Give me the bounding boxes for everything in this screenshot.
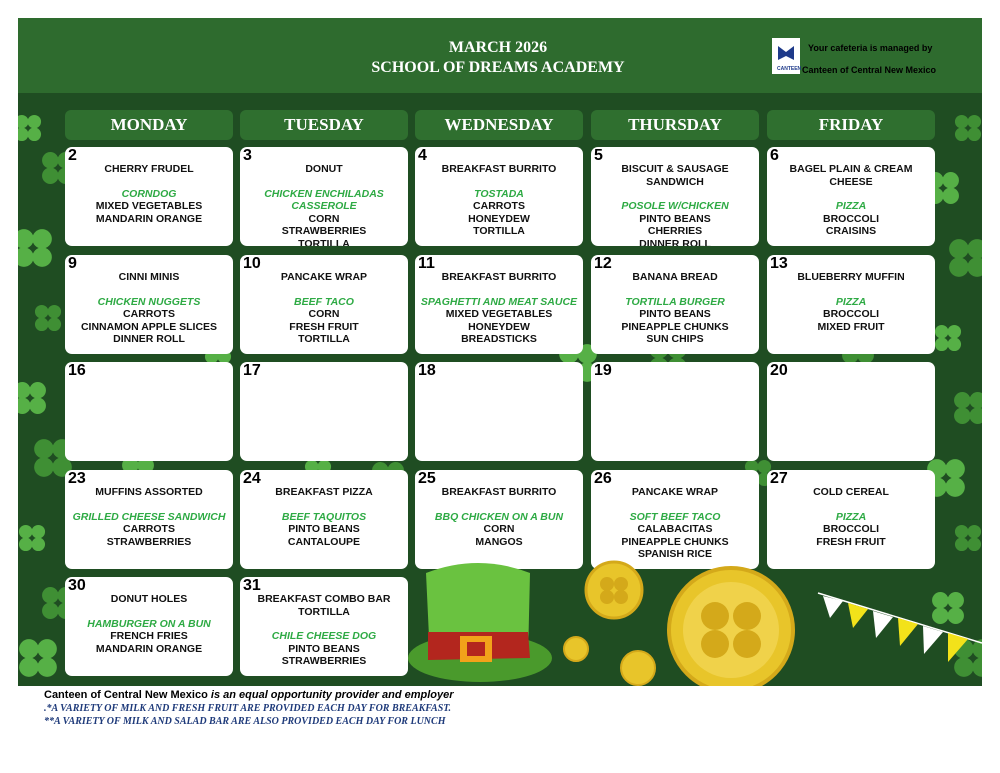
day-number: 25 (418, 470, 436, 487)
provider-statement (44, 689, 454, 701)
breakfast-item: BAGEL PLAIN & CREAM (789, 163, 913, 175)
header-bar (18, 18, 982, 93)
canteen-logo-text: CANTEEN (777, 66, 802, 72)
clover-leaf (955, 538, 969, 552)
clover-leaf (955, 115, 969, 129)
clover-leaf (945, 459, 965, 479)
clover-leaf (18, 115, 28, 129)
breakfast-item: PANCAKE WRAP (280, 271, 368, 283)
meal-divider (65, 499, 233, 511)
clover-leaf (28, 115, 42, 129)
lunch-entree: POSOLE W/CHICKEN (621, 200, 729, 213)
day-number: 26 (594, 470, 612, 487)
page-title (268, 38, 728, 78)
day-cell (65, 147, 233, 246)
lunch-side: CARROTS (473, 200, 525, 213)
lunch-side: MANDARIN ORANGE (95, 642, 203, 655)
menu-list (591, 486, 759, 561)
lunch-entree: TORTILLA BURGER (625, 295, 725, 308)
lunch-side: BREADSTICKS (461, 333, 537, 346)
provider-suffix: is an equal opportunity provider and employer (210, 689, 454, 701)
clover-leaf (954, 657, 974, 677)
breakfast-item: MUFFINS ASSORTED (95, 486, 203, 498)
clover-leaf (32, 538, 46, 552)
lunch-entree: HAMBURGER ON A BUN (87, 617, 211, 630)
meal-divider (415, 284, 583, 296)
day-number: 16 (68, 362, 86, 379)
day-number: 18 (418, 362, 436, 379)
canteen-logo-icon (772, 38, 800, 64)
meal-divider (240, 499, 408, 511)
clover-leaf (32, 229, 52, 249)
day-cell (591, 362, 759, 461)
lunch-side: CALABACITAS (637, 523, 713, 536)
lunch-side: CORN (308, 308, 340, 321)
day-cell (240, 470, 408, 569)
day-number: 5 (594, 147, 603, 164)
day-cell (65, 255, 233, 354)
lunch-side: MANGOS (475, 535, 523, 548)
clover-leaf (932, 607, 949, 624)
day-cell (65, 470, 233, 569)
day-number: 11 (418, 255, 435, 272)
breakfast-note: .*A VARIETY OF MILK AND FRESH FRUIT ARE PROVIDED EACH DAY FOR BREAKFAST. (44, 703, 451, 714)
breakfast-item: BISCUIT & SAUSAGE (621, 163, 729, 175)
menu-list (591, 163, 759, 246)
lunch-side: PINEAPPLE CHUNKS (621, 320, 729, 333)
company-name: Canteen of Central New Mexico (802, 65, 937, 75)
clover-leaf (954, 392, 971, 409)
day-cell (240, 577, 408, 676)
weekday-monday: MONDAY (65, 110, 233, 140)
meal-divider (767, 188, 935, 200)
day-number: 2 (68, 147, 77, 164)
day-cell (591, 470, 759, 569)
lunch-side: STRAWBERRIES (281, 655, 367, 668)
lunch-side: PINTO BEANS (639, 308, 711, 321)
menu-list (65, 593, 233, 655)
day-cell (65, 577, 233, 676)
meal-divider (415, 499, 583, 511)
day-cell (767, 147, 935, 246)
menu-list (591, 271, 759, 346)
breakfast-item: CINNI MINIS (118, 271, 180, 283)
clover-leaf (18, 397, 31, 414)
clover-leaf (947, 607, 964, 624)
breakfast-item: COLD CEREAL (813, 486, 889, 498)
clover-leaf (948, 338, 962, 352)
clover-leaf (955, 128, 969, 142)
clover-leaf (29, 382, 46, 399)
day-number: 31 (243, 577, 261, 594)
clover-leaf (18, 229, 34, 249)
lunch-side: BROCCOLI (823, 523, 879, 536)
clover-leaf (42, 152, 59, 169)
lunch-side: FRENCH FRIES (110, 630, 188, 643)
day-number: 23 (68, 470, 86, 487)
lunch-side: CARROTS (123, 308, 175, 321)
breakfast-item: BREAKFAST COMBO BAR (257, 593, 391, 605)
clover-leaf (32, 525, 46, 539)
breakfast-item: BREAKFAST PIZZA (275, 486, 373, 498)
lunch-side: MIXED VEGETABLES (95, 200, 203, 213)
lunch-side: BROCCOLI (823, 308, 879, 321)
breakfast-item: BREAKFAST BURRITO (441, 486, 557, 498)
clover-leaf (29, 397, 46, 414)
clover-leaf (967, 257, 982, 277)
lunch-side: CORN (483, 523, 515, 536)
clover-leaf (968, 128, 982, 142)
clover-leaf (37, 639, 57, 659)
lunch-entree: BEEF TAQUITOS (281, 510, 367, 523)
day-number: 4 (418, 147, 427, 164)
clover-leaf (969, 392, 982, 409)
menu-list (65, 486, 233, 548)
clover-leaf (34, 457, 54, 477)
meal-divider (591, 499, 759, 511)
title-month: MARCH 2026 (448, 39, 548, 56)
clover-leaf (968, 115, 982, 129)
clover-leaf (969, 407, 982, 424)
lunch-side: CARROTS (123, 523, 175, 536)
clover-leaf (34, 439, 54, 459)
day-cell (65, 362, 233, 461)
clover-leaf (945, 477, 965, 497)
weekday-wednesday: WEDNESDAY (415, 110, 583, 140)
clover-leaf (968, 538, 982, 552)
menu-list (65, 163, 233, 225)
menu-list (415, 271, 583, 346)
menu-list (240, 163, 408, 246)
clover-leaf (18, 382, 31, 399)
day-number: 6 (770, 147, 779, 164)
day-number: 19 (594, 362, 612, 379)
lunch-entree: CHILE CHEESE DOG (271, 630, 377, 643)
breakfast-item: BREAKFAST BURRITO (441, 163, 557, 175)
lunch-side: HONEYDEW (468, 212, 530, 225)
lunch-side: CRAISINS (825, 225, 877, 238)
day-cell (240, 147, 408, 246)
clover-leaf (18, 128, 28, 142)
clover-leaf (48, 318, 62, 332)
clover-leaf (19, 657, 39, 677)
clover-leaf (48, 305, 62, 319)
day-cell (415, 362, 583, 461)
weekday-friday: FRIDAY (767, 110, 935, 140)
lunch-side: CINNAMON APPLE SLICES (80, 320, 218, 333)
breakfast-item: SANDWICH (646, 175, 704, 188)
lunch-side: SPANISH RICE (638, 548, 712, 561)
meal-divider (591, 284, 759, 296)
lunch-entree: TOSTADA (474, 187, 524, 200)
breakfast-item: DONUT (305, 163, 343, 175)
lunch-side: TORTILLA (298, 333, 350, 346)
meal-divider (240, 618, 408, 630)
menu-list (767, 163, 935, 238)
lunch-note: **A VARIETY OF MILK AND SALAD BAR ARE ALSO PROVIDED EACH DAY FOR LUNCH (44, 716, 446, 727)
clover-leaf (935, 338, 949, 352)
clover-leaf (19, 639, 39, 659)
clover-leaf (968, 525, 982, 539)
lunch-entree: BBQ CHICKEN ON A BUN (434, 510, 564, 523)
menu-list (767, 271, 935, 333)
breakfast-item: BREAKFAST BURRITO (441, 271, 557, 283)
lunch-entree: CORNDOG (121, 187, 177, 200)
lunch-side: DINNER ROLL (639, 237, 711, 246)
lunch-side: FRESH FRUIT (289, 320, 359, 333)
clover-leaf (935, 325, 949, 339)
menu-list (240, 593, 408, 668)
lunch-side: STRAWBERRIES (106, 535, 192, 548)
clover-leaf (18, 247, 34, 267)
weekday-thursday: THURSDAY (591, 110, 759, 140)
lunch-entree: SOFT BEEF TACO (629, 510, 721, 523)
day-cell (240, 362, 408, 461)
day-cell (415, 470, 583, 569)
day-number: 13 (770, 255, 788, 272)
clover-leaf (954, 639, 974, 659)
breakfast-item: DONUT HOLES (110, 593, 188, 605)
meal-divider (65, 284, 233, 296)
clover-leaf (947, 592, 964, 609)
lunch-side: HONEYDEW (468, 320, 530, 333)
canteen-logo (772, 38, 800, 74)
clover-leaf (972, 639, 982, 659)
lunch-entree: CASSEROLE (291, 200, 357, 213)
day-cell (591, 255, 759, 354)
day-cell (767, 255, 935, 354)
breakfast-item: CHEESE (829, 175, 873, 188)
lunch-side: TORTILLA (298, 237, 350, 246)
lunch-side: STRAWBERRIES (281, 225, 367, 238)
breakfast-item: PANCAKE WRAP (631, 486, 719, 498)
lunch-entree: PIZZA (835, 295, 867, 308)
day-number: 24 (243, 470, 261, 487)
day-cell (591, 147, 759, 246)
clover-leaf (32, 247, 52, 267)
lunch-side: MIXED FRUIT (817, 320, 885, 333)
day-number: 3 (243, 147, 252, 164)
clover-leaf (948, 325, 962, 339)
lunch-entree: CHICKEN NUGGETS (97, 295, 201, 308)
lunch-entree: SPAGHETTI AND MEAT SAUCE (420, 295, 578, 308)
day-number: 30 (68, 577, 86, 594)
lunch-side: PINEAPPLE CHUNKS (621, 535, 729, 548)
clover-leaf (949, 257, 969, 277)
breakfast-item: BANANA BREAD (632, 271, 718, 283)
lunch-side: PINTO BEANS (288, 642, 360, 655)
meal-divider (415, 176, 583, 188)
menu-list (767, 486, 935, 548)
clover-leaf (35, 318, 49, 332)
clover-leaf (972, 657, 982, 677)
clover-leaf (955, 525, 969, 539)
clover-leaf (942, 187, 959, 204)
meal-divider (240, 284, 408, 296)
lunch-side: FRESH FRUIT (816, 535, 886, 548)
lunch-entree: CHICKEN ENCHILADAS (264, 187, 384, 200)
lunch-side: PINTO BEANS (639, 212, 711, 225)
clover-leaf (932, 592, 949, 609)
day-number: 27 (770, 470, 788, 487)
lunch-side: CORN (308, 212, 340, 225)
menu-list (415, 486, 583, 548)
lunch-side: BROCCOLI (823, 212, 879, 225)
breakfast-item: BLUEBERRY MUFFIN (797, 271, 905, 283)
weekday-tuesday: TUESDAY (240, 110, 408, 140)
managed-by-label: Your cafeteria is managed by (808, 43, 933, 53)
meal-divider (65, 606, 233, 618)
clover-leaf (19, 538, 33, 552)
clover-leaf (19, 525, 33, 539)
day-number: 9 (68, 255, 77, 272)
clover-leaf (949, 239, 969, 259)
provider-name: Canteen of Central New Mexico (44, 689, 208, 701)
lunch-side: CHERRIES (647, 225, 703, 238)
clover-leaf (35, 305, 49, 319)
lunch-entree: PIZZA (835, 200, 867, 213)
clover-leaf (28, 128, 42, 142)
clover-leaf (967, 239, 982, 259)
lunch-side: PINTO BEANS (288, 523, 360, 536)
meal-divider (240, 176, 408, 188)
day-number: 17 (243, 362, 261, 379)
clover-leaf (42, 602, 59, 619)
meal-divider (767, 284, 935, 296)
day-number: 10 (243, 255, 261, 272)
menu-list (415, 163, 583, 238)
day-cell (767, 470, 935, 569)
lunch-side: DINNER ROLL (113, 333, 185, 346)
day-number: 20 (770, 362, 788, 379)
lunch-side: SUN CHIPS (646, 333, 704, 346)
day-cell (415, 255, 583, 354)
menu-list (240, 271, 408, 346)
meal-divider (65, 176, 233, 188)
lunch-side: MIXED VEGETABLES (445, 308, 553, 321)
clover-leaf (42, 587, 59, 604)
calendar-board (18, 18, 982, 686)
menu-list (240, 486, 408, 548)
breakfast-item: TORTILLA (298, 605, 350, 618)
day-cell (240, 255, 408, 354)
breakfast-item: CHERRY FRUDEL (104, 163, 194, 175)
meal-divider (591, 188, 759, 200)
menu-list (65, 271, 233, 346)
lunch-side: MANDARIN ORANGE (95, 212, 203, 225)
title-school: SCHOOL OF DREAMS ACADEMY (371, 59, 625, 76)
lunch-entree: BEEF TACO (294, 295, 354, 308)
clover-leaf (42, 167, 59, 184)
lunch-entree: PIZZA (835, 510, 867, 523)
day-cell (415, 147, 583, 246)
lunch-entree: GRILLED CHEESE SANDWICH (72, 510, 226, 523)
meal-divider (767, 499, 935, 511)
lunch-side: TORTILLA (473, 225, 525, 238)
day-number: 12 (594, 255, 612, 272)
day-cell (767, 362, 935, 461)
clover-leaf (942, 172, 959, 189)
clover-leaf (954, 407, 971, 424)
lunch-side: CANTALOUPE (287, 535, 361, 548)
clover-leaf (37, 657, 57, 677)
